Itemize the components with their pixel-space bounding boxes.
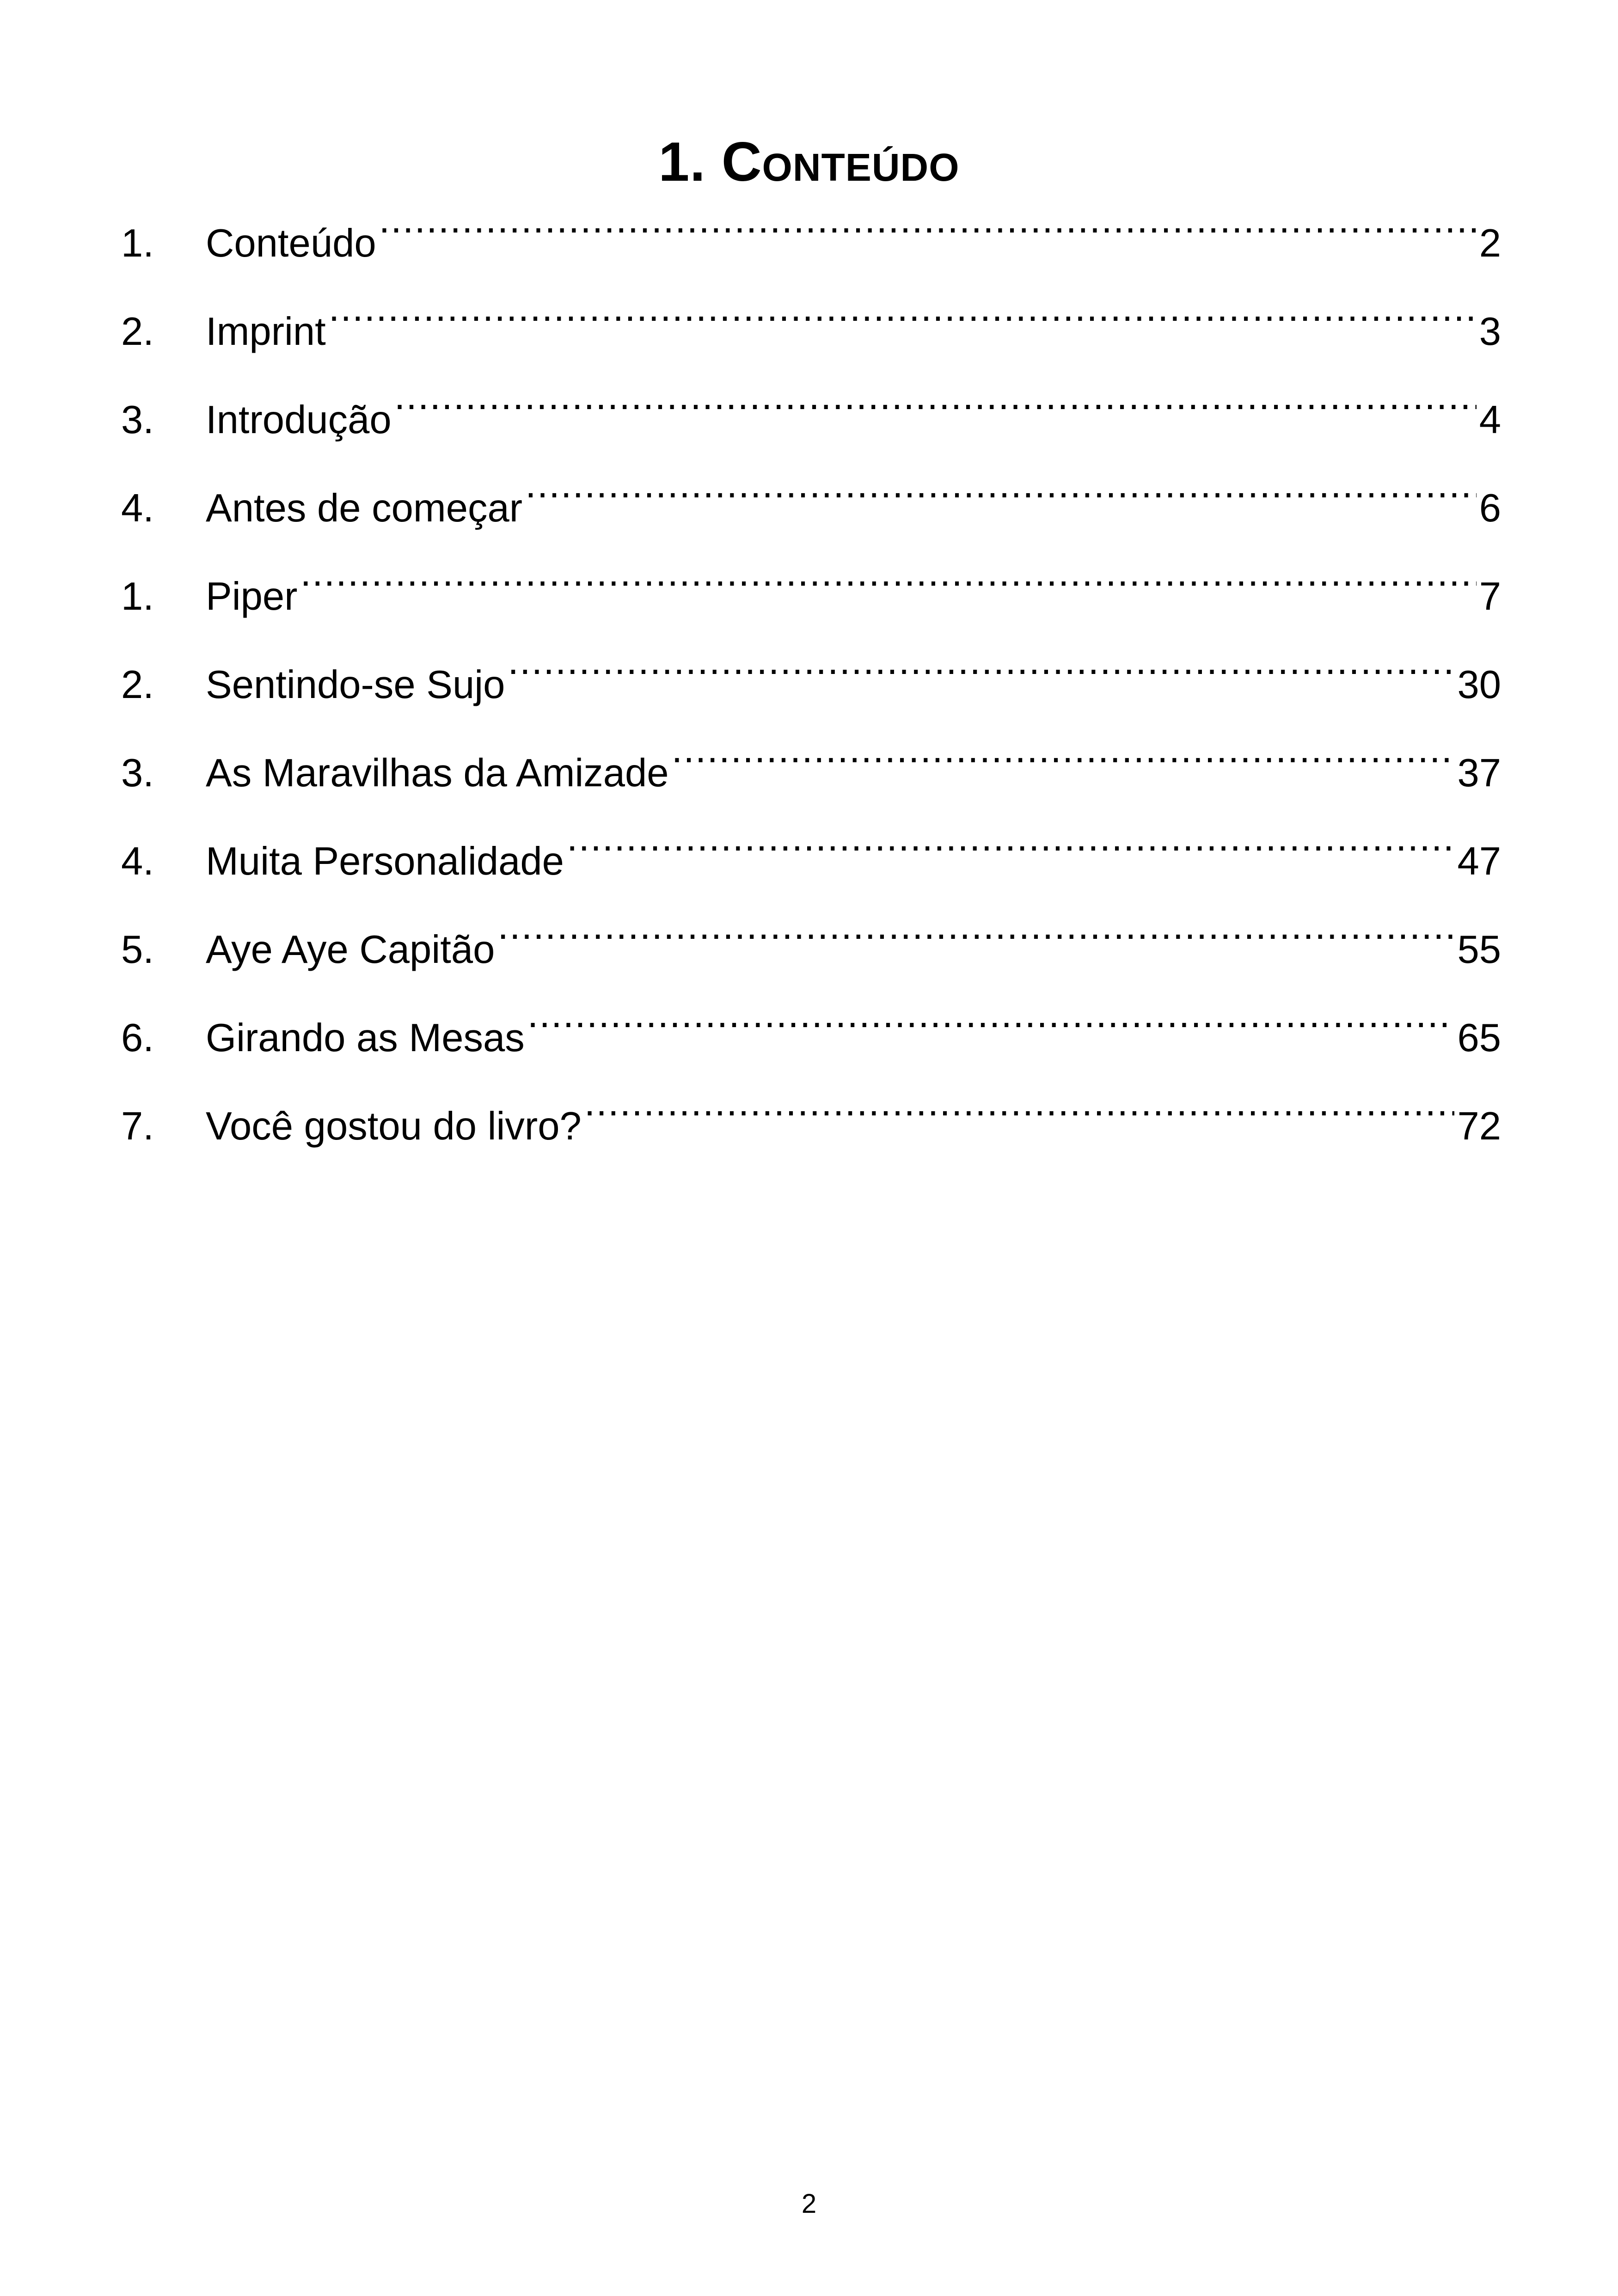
toc-entry-page: 2 (1479, 221, 1501, 265)
toc-dot-leader (497, 889, 1454, 963)
heading-number: 1. (658, 131, 706, 193)
toc-entry-page: 6 (1479, 486, 1501, 530)
toc-entry-number: 4. (121, 839, 154, 883)
toc-entry[interactable] (121, 712, 1501, 801)
toc-entry-label: Introdução (206, 398, 392, 442)
toc-entry-page: 37 (1457, 751, 1501, 795)
toc-entry[interactable] (121, 624, 1501, 712)
toc-entry-page: 30 (1457, 663, 1501, 707)
toc-entry[interactable] (121, 183, 1501, 271)
toc-entry-number: 7. (121, 1104, 154, 1148)
toc-entry-number: 5. (121, 928, 154, 972)
toc-dot-leader (329, 271, 1477, 345)
toc-entry-label: Conteúdo (206, 221, 376, 265)
toc-dot-leader (525, 447, 1477, 521)
toc-entry-number: 2. (121, 663, 154, 707)
toc-entry-label: Muita Personalidade (206, 839, 564, 883)
toc-entry-page: 7 (1479, 575, 1501, 618)
toc-entry-page: 72 (1457, 1104, 1501, 1148)
page-number: 2 (801, 2189, 817, 2219)
toc-entry-number: 2. (121, 310, 154, 354)
toc-entry[interactable] (121, 889, 1501, 977)
toc-entry[interactable] (121, 801, 1501, 889)
table-of-contents (121, 183, 1501, 1154)
toc-entry-label: Imprint (206, 310, 326, 354)
toc-entry[interactable] (121, 447, 1501, 536)
toc-dot-leader (508, 624, 1454, 698)
toc-dot-leader (379, 183, 1477, 257)
toc-dot-leader (300, 536, 1476, 610)
toc-dot-leader (567, 801, 1455, 875)
toc-entry[interactable] (121, 1065, 1501, 1154)
toc-entry-label: As Maravilhas da Amizade (206, 751, 669, 795)
toc-entry-number: 3. (121, 398, 154, 442)
toc-dot-leader (394, 359, 1477, 433)
toc-dot-leader (672, 712, 1455, 786)
toc-entry-number: 3. (121, 751, 154, 795)
toc-entry-number: 6. (121, 1016, 154, 1060)
toc-entry-number: 1. (121, 575, 154, 618)
toc-entry[interactable] (121, 536, 1501, 624)
toc-entry[interactable] (121, 359, 1501, 447)
toc-entry-number: 1. (121, 221, 154, 265)
toc-entry-label: Aye Aye Capitão (206, 928, 495, 972)
toc-entry-label: Sentindo-se Sujo (206, 663, 505, 707)
toc-dot-leader (527, 977, 1455, 1051)
toc-entry-label: Você gostou do livro? (206, 1104, 582, 1148)
toc-entry-label: Antes de começar (206, 486, 523, 530)
toc-entry-number: 4. (121, 486, 154, 530)
toc-entry-page: 65 (1457, 1016, 1501, 1060)
toc-entry-page: 47 (1457, 839, 1501, 883)
toc-entry-page: 55 (1457, 928, 1501, 972)
heading-text: Conteúdo (721, 131, 960, 193)
toc-dot-leader (584, 1065, 1455, 1139)
toc-entry[interactable] (121, 271, 1501, 359)
toc-entry-label: Piper (206, 575, 298, 618)
toc-entry[interactable] (121, 977, 1501, 1065)
toc-entry-page: 4 (1479, 398, 1501, 442)
toc-entry-page: 3 (1479, 310, 1501, 354)
toc-entry-label: Girando as Mesas (206, 1016, 525, 1060)
